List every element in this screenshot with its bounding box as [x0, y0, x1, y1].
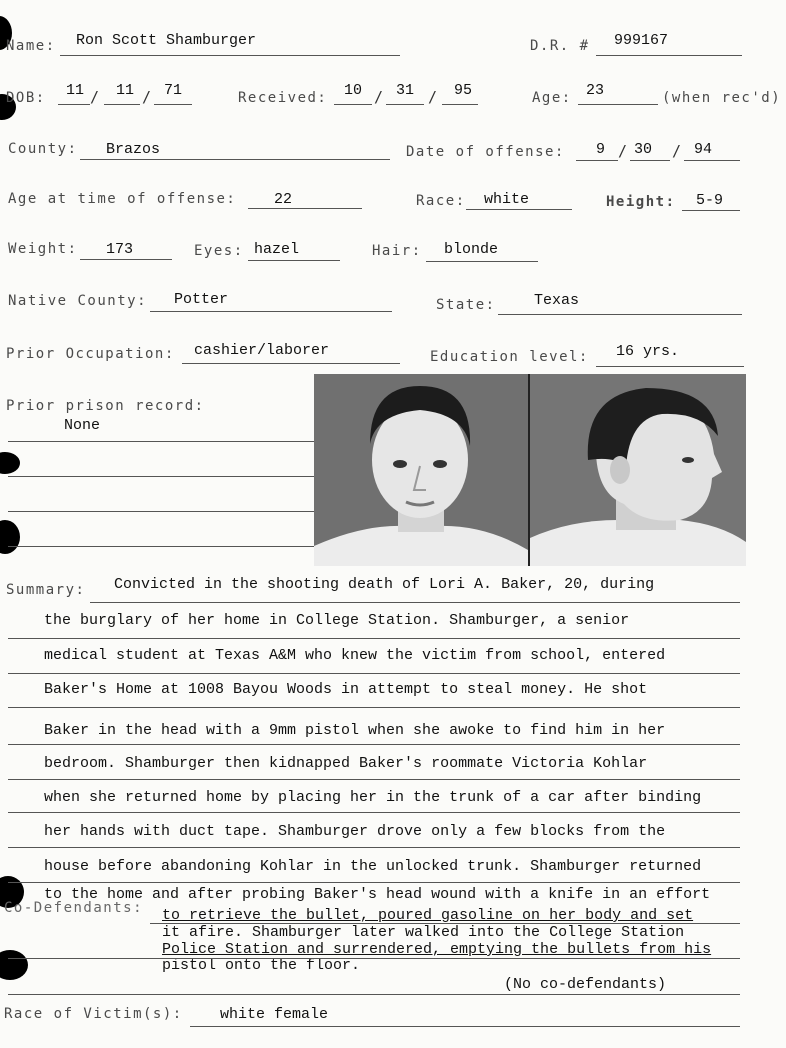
separator: / [618, 142, 628, 160]
hair-value: blonde [444, 241, 499, 258]
age-at-offense-line [248, 208, 362, 209]
county-value: Brazos [106, 141, 161, 158]
summary-line: to retrieve the bullet, poured gasoline on her body and set [162, 907, 694, 924]
summary-line: Convicted in the shooting death of Lori A. Baker, 20, during [114, 576, 655, 593]
separator: / [90, 88, 100, 106]
education-level-line [596, 366, 744, 367]
separator: / [428, 88, 438, 106]
state-label: State: [436, 297, 496, 313]
age-value: 23 [586, 82, 605, 99]
native-county-line [150, 311, 392, 312]
summary-line: bedroom. Shamburger then kidnapped Baker's roommate Victoria Kohlar [44, 755, 648, 772]
separator: / [672, 142, 682, 160]
summary-line: medical student at Texas A&M who knew the victim from school, entered [44, 647, 666, 664]
height-label: Height: [606, 194, 676, 210]
county-line [80, 159, 390, 160]
co-defendants-line [150, 923, 740, 924]
prior-record-line [8, 546, 314, 547]
summary-rule [8, 882, 740, 883]
summary-line: pistol onto the floor. [162, 957, 361, 974]
summary-line: to the home and after probing Baker's head wound with a knife in an effort [44, 886, 711, 903]
summary-rule [8, 638, 740, 639]
name-line [60, 55, 400, 56]
received-month: 10 [344, 82, 363, 99]
summary-rule [8, 744, 740, 745]
eyes-line [248, 260, 340, 261]
summary-rule [8, 779, 740, 780]
received-day: 31 [396, 82, 415, 99]
prior-occupation-value: cashier/laborer [194, 342, 330, 359]
dr-label: D.R. # [530, 38, 590, 54]
received-year: 95 [454, 82, 473, 99]
punch-hole [0, 520, 20, 554]
race-line [466, 209, 572, 210]
co-defendants-line [8, 994, 740, 995]
summary-rule [8, 673, 740, 674]
received-year-line [442, 104, 478, 105]
dob-month-line [58, 104, 90, 105]
weight-value: 173 [106, 241, 134, 258]
when-recd-label: (when rec'd) [662, 90, 782, 106]
dob-label: DOB: [6, 90, 46, 106]
summary-line: her hands with duct tape. Shamburger drove only a few blocks from the [44, 823, 666, 840]
dob-day-line [104, 104, 140, 105]
offense-day: 30 [634, 141, 653, 158]
summary-line: Baker in the head with a 9mm pistol when she awoke to find him in her [44, 722, 666, 739]
state-value: Texas [534, 292, 580, 309]
age-at-offense-value: 22 [274, 191, 293, 208]
prior-record-line [8, 511, 314, 512]
age-label: Age: [532, 90, 572, 106]
summary-label: Summary: [6, 582, 86, 598]
summary-rule [8, 707, 740, 708]
summary-line: when she returned home by placing her in the trunk of a car after binding [44, 789, 702, 806]
photo-divider [528, 374, 530, 566]
mugshot-profile-photo [530, 374, 746, 566]
received-month-line [334, 104, 372, 105]
age-line [578, 104, 658, 105]
dob-year: 71 [164, 82, 183, 99]
dob-day: 11 [116, 82, 135, 99]
hair-line [426, 261, 538, 262]
race-of-victim-label: Race of Victim(s): [4, 1006, 183, 1022]
prior-record-line [8, 476, 314, 477]
summary-line: the burglary of her home in College Station. Shamburger, a senior [44, 612, 630, 629]
dob-month: 11 [66, 82, 85, 99]
received-day-line [386, 104, 424, 105]
hair-label: Hair: [372, 243, 422, 259]
race-value: white [484, 191, 530, 208]
date-of-offense-label: Date of offense: [406, 144, 565, 160]
summary-rule [8, 847, 740, 848]
offense-day-line [630, 160, 670, 161]
native-county-value: Potter [174, 291, 229, 308]
prior-occupation-line [182, 363, 400, 364]
summary-line: house before abandoning Kohlar in the unlocked trunk. Shamburger returned [44, 858, 702, 875]
name-value: Ron Scott Shamburger [76, 32, 257, 49]
summary-line: Police Station and surrendered, emptying the bullets from his [162, 941, 712, 958]
native-county-label: Native County: [8, 293, 148, 309]
co-defendants-line [8, 958, 740, 959]
race-label: Race: [416, 193, 466, 209]
age-at-offense-label: Age at time of offense: [8, 191, 237, 207]
separator: / [142, 88, 152, 106]
summary-rule [90, 602, 740, 603]
prior-prison-record-label: Prior prison record: [6, 398, 205, 414]
mugshot-front-photo [314, 374, 528, 566]
dr-line [596, 55, 742, 56]
offense-year-line [684, 160, 740, 161]
summary-line: Baker's Home at 1008 Bayou Woods in attempt to steal money. He shot [44, 681, 648, 698]
eyes-value: hazel [254, 241, 300, 258]
education-level-value: 16 yrs. [616, 343, 680, 360]
punch-hole [0, 950, 28, 980]
prior-occupation-label: Prior Occupation: [6, 346, 175, 362]
race-of-victim-line [190, 1026, 740, 1027]
height-line [682, 210, 740, 211]
weight-line [80, 259, 172, 260]
co-defendants-value: (No co-defendants) [504, 976, 667, 993]
prior-prison-record-value: None [64, 417, 101, 434]
offense-year: 94 [694, 141, 713, 158]
summary-line: it afire. Shamburger later walked into the College Station [162, 924, 685, 941]
co-defendants-label: Co-Defendants: [4, 900, 144, 916]
name-label: Name: [6, 38, 56, 54]
offense-month-line [576, 160, 618, 161]
summary-rule [8, 812, 740, 813]
height-value: 5-9 [696, 192, 724, 209]
punch-hole [0, 452, 20, 474]
dr-value: 999167 [614, 32, 669, 49]
county-label: County: [8, 141, 78, 157]
offense-month: 9 [596, 141, 606, 158]
prior-record-line [8, 441, 314, 442]
eyes-label: Eyes: [194, 243, 244, 259]
education-level-label: Education level: [430, 349, 589, 365]
dob-year-line [154, 104, 192, 105]
received-label: Received: [238, 90, 328, 106]
separator: / [374, 88, 384, 106]
race-of-victim-value: white female [220, 1006, 329, 1023]
weight-label: Weight: [8, 241, 78, 257]
state-line [498, 314, 742, 315]
